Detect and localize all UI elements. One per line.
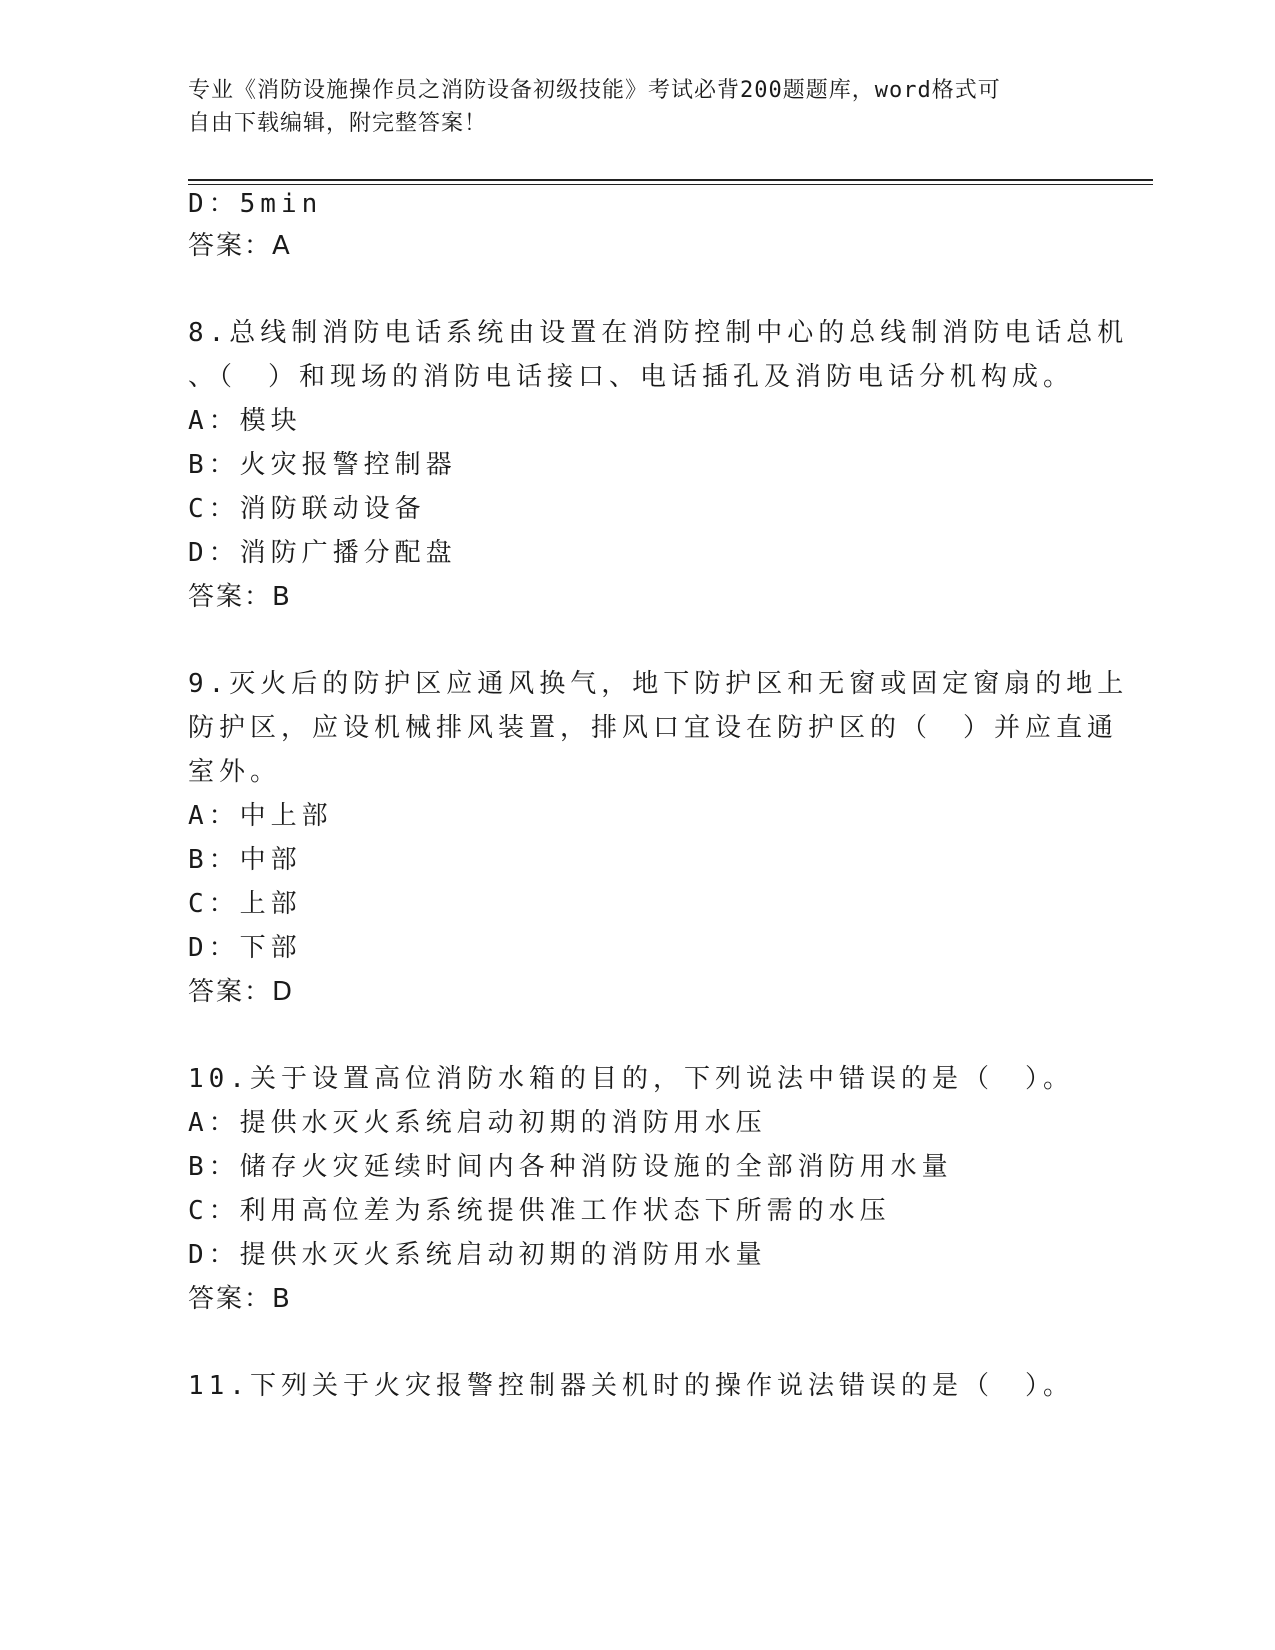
q8-option-b: B：火灾报警控制器: [188, 450, 457, 480]
header-title-line-1: 专业《消防设施操作员之消防设备初级技能》考试必背200题题库，word格式可: [188, 78, 1001, 103]
q8-stem-line-1: 8.总线制消防电话系统由设置在消防控制中心的总线制消防电话总机: [188, 318, 1129, 348]
q8-option-d: D：消防广播分配盘: [188, 538, 457, 568]
q9-option-c: C：上部: [188, 889, 302, 919]
header-divider-thin: [188, 184, 1153, 185]
q10-option-d: D：提供水灭火系统启动初期的消防用水量: [188, 1240, 767, 1270]
header-title-line-2: 自由下载编辑，附完整答案！: [188, 111, 488, 136]
q11-stem-line-1: 11.下列关于火灾报警控制器关机时的操作说法错误的是（ ）。: [188, 1371, 1074, 1401]
q9-option-a: A：中上部: [188, 801, 333, 831]
q8-stem-line-2: 、（ ）和现场的消防电话接口、电话插孔及消防电话分机构成。: [188, 362, 1075, 392]
header-divider-thick: [188, 179, 1153, 181]
q8-answer: 答案：B: [188, 582, 292, 612]
document-header: [188, 74, 1068, 140]
q9-option-b: B：中部: [188, 845, 302, 875]
q7-option-d: D：5min: [188, 189, 323, 219]
q9-stem-line-3: 室外。: [188, 757, 282, 787]
q9-stem-line-2: 防护区，应设机械排风装置，排风口宜设在防护区的（ ）并应直通: [188, 713, 1119, 743]
q9-answer: 答案：D: [188, 977, 295, 1007]
q10-option-b: B：储存火灾延续时间内各种消防设施的全部消防用水量: [188, 1152, 953, 1182]
q10-stem-line-1: 10.关于设置高位消防水箱的目的，下列说法中错误的是（ ）。: [188, 1064, 1074, 1094]
q10-answer: 答案：B: [188, 1284, 292, 1314]
q9-stem-line-1: 9.灭火后的防护区应通风换气，地下防护区和无窗或固定窗扇的地上: [188, 669, 1129, 699]
q10-option-a: A：提供水灭火系统启动初期的消防用水压: [188, 1108, 767, 1138]
q10-option-c: C：利用高位差为系统提供准工作状态下所需的水压: [188, 1196, 891, 1226]
q7-answer: 答案：A: [188, 231, 292, 261]
q8-option-c: C：消防联动设备: [188, 494, 426, 524]
q8-option-a: A：模块: [188, 406, 302, 436]
q9-option-d: D：下部: [188, 933, 302, 963]
